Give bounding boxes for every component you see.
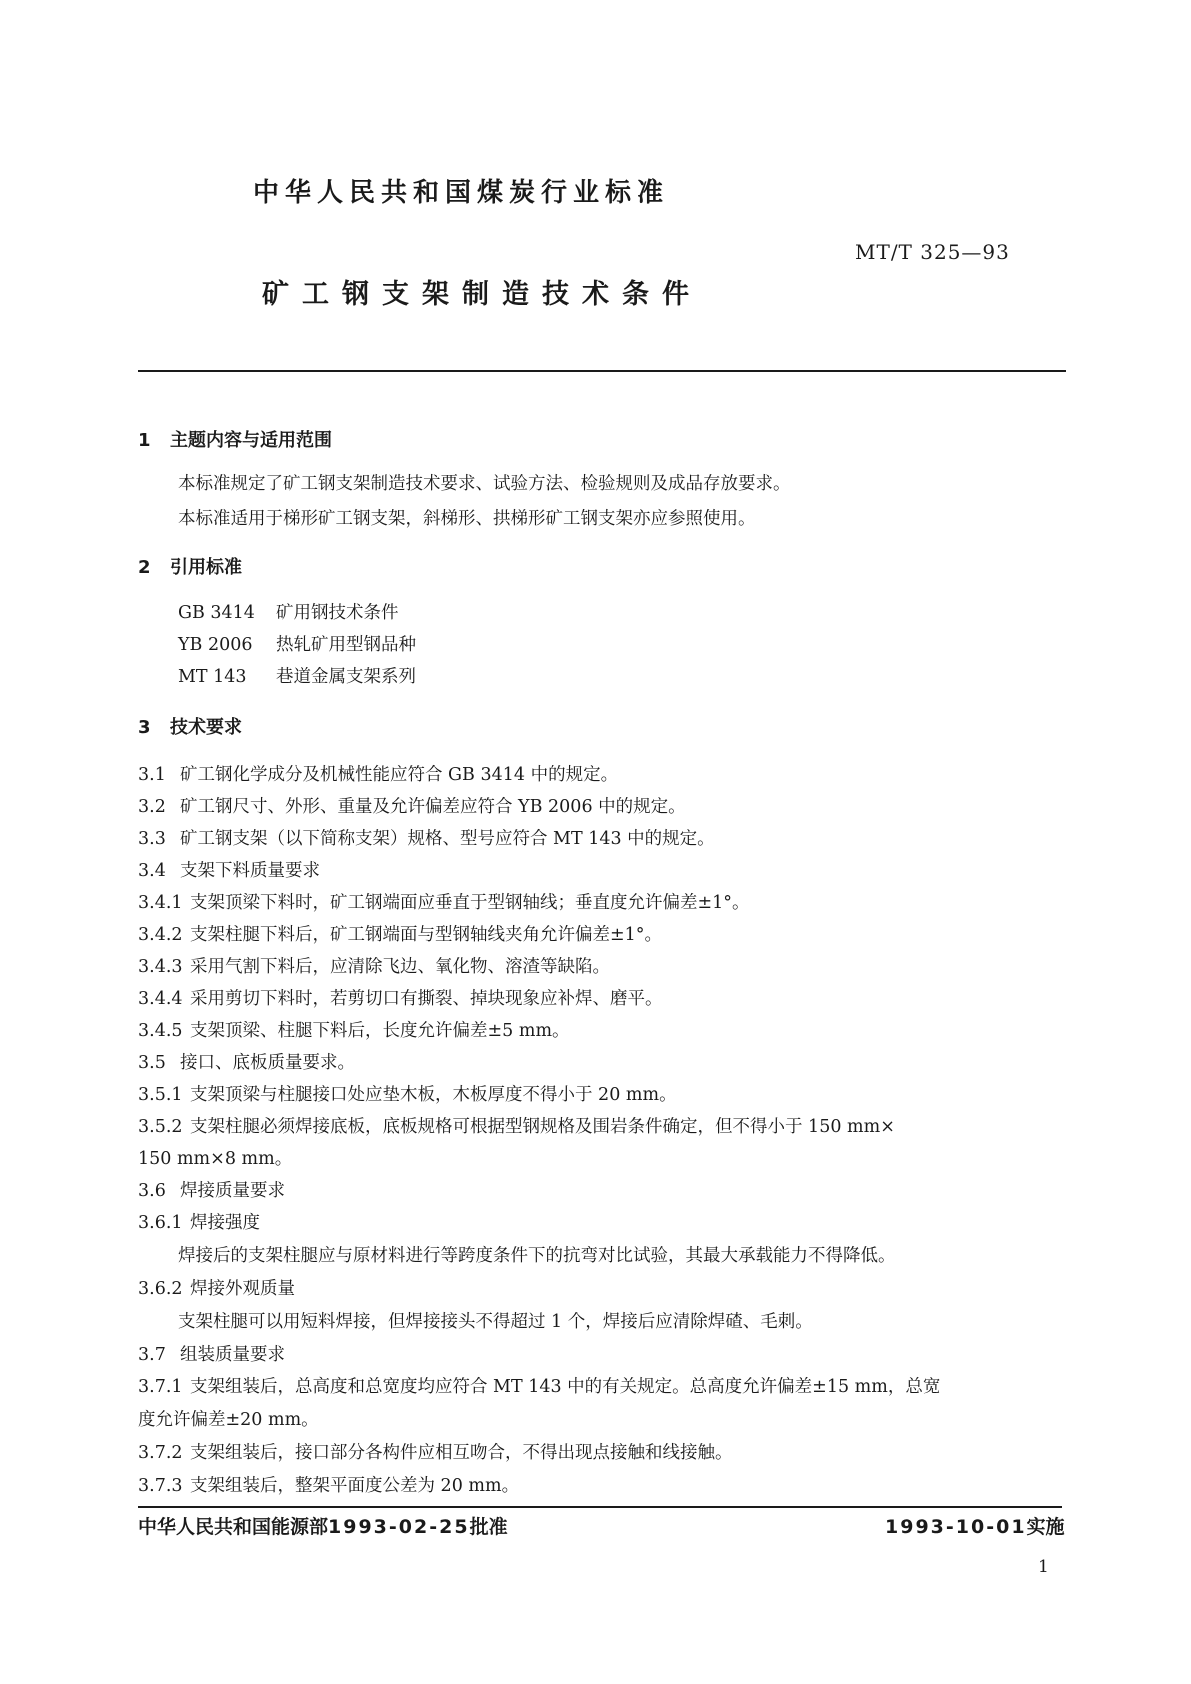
clause-3-6: 3.6 焊接质量要求: [138, 1181, 285, 1201]
clause-3-3: 3.3 矿工钢支架（以下简称支架）规格、型号应符合 MT 143 中的规定。: [138, 829, 715, 849]
reference-name: 矿用钢技术条件: [276, 603, 399, 623]
clause-3-6-2: 3.6.2 焊接外观质量: [138, 1279, 295, 1299]
header-divider: [138, 370, 1066, 372]
clause-3-4-5: 3.4.5 支架顶梁、柱腿下料后，长度允许偏差±5 mm。: [138, 1021, 570, 1041]
clause-3-5-1: 3.5.1 支架顶梁与柱腿接口处应垫木板，木板厚度不得小于 20 mm。: [138, 1085, 677, 1105]
reference-code: YB 2006: [178, 635, 253, 655]
clause-3-2: 3.2 矿工钢尺寸、外形、重量及允许偏差应符合 YB 2006 中的规定。: [138, 797, 686, 817]
standard-type-header: 中华人民共和国煤炭行业标准: [253, 178, 670, 208]
effective-date: 1993-10-01: [885, 1516, 1027, 1538]
standard-code: MT/T 325—93: [855, 240, 1010, 264]
footer-divider: [138, 1506, 1062, 1508]
clause-3-4-2: 3.4.2 支架柱腿下料后，矿工钢端面与型钢轴线夹角允许偏差±1°。: [138, 925, 663, 945]
reference-name: 巷道金属支架系列: [276, 667, 416, 687]
section-1-paragraph-1: 本标准规定了矿工钢支架制造技术要求、试验方法、检验规则及成品存放要求。: [178, 474, 791, 494]
effective-line: [885, 1512, 1065, 1539]
approve-date: 1993-02-25: [328, 1516, 470, 1538]
clause-3-4: 3.4 支架下料质量要求: [138, 861, 320, 881]
clause-3-1: 3.1 矿工钢化学成分及机械性能应符合 GB 3414 中的规定。: [138, 765, 619, 785]
page-number: 1: [1038, 1557, 1049, 1577]
section-3-heading: 3 技术要求: [138, 717, 242, 738]
clause-3-7: 3.7 组装质量要求: [138, 1345, 285, 1365]
effective-label: 实施: [1026, 1516, 1065, 1538]
document-title: 矿工钢支架制造技术条件: [262, 279, 702, 310]
clause-3-7-2: 3.7.2 支架组装后，接口部分各构件应相互吻合，不得出现点接触和线接触。: [138, 1443, 733, 1463]
reference-row: [178, 631, 416, 656]
clause-3-4-3: 3.4.3 采用气割下料后，应清除飞边、氧化物、溶渣等缺陷。: [138, 957, 610, 977]
section-1-paragraph-2: 本标准适用于梯形矿工钢支架，斜梯形、拱梯形矿工钢支架亦应参照使用。: [178, 509, 756, 529]
reference-code: MT 143: [178, 667, 247, 687]
reference-row: [178, 599, 399, 624]
approve-label: 批准: [469, 1516, 508, 1538]
clause-3-5-2-continuation: 150 mm×8 mm。: [138, 1149, 293, 1169]
issuer: 中华人民共和国能源部: [138, 1516, 329, 1538]
clause-3-7-1: 3.7.1 支架组装后，总高度和总宽度均应符合 MT 143 中的有关规定。总高度允许偏差±15 mm，总宽: [138, 1377, 941, 1397]
clause-3-7-1-continuation: 度允许偏差±20 mm。: [138, 1410, 319, 1430]
clause-3-6-2-body: 支架柱腿可以用短料焊接，但焊接接头不得超过 1 个，焊接后应清除焊碴、毛刺。: [178, 1312, 813, 1332]
clause-3-4-4: 3.4.4 采用剪切下料时，若剪切口有撕裂、掉块现象应补焊、磨平。: [138, 989, 663, 1009]
clause-3-7-3: 3.7.3 支架组装后，整架平面度公差为 20 mm。: [138, 1476, 520, 1496]
reference-row: [178, 663, 416, 688]
clause-3-6-1-body: 焊接后的支架柱腿应与原材料进行等跨度条件下的抗弯对比试验，其最大承载能力不得降低。: [178, 1246, 896, 1266]
section-1-heading: 1 主题内容与适用范围: [138, 430, 332, 451]
clause-3-5-2: 3.5.2 支架柱腿必须焊接底板，底板规格可根据型钢规格及围岩条件确定，但不得小于 150 mm×: [138, 1117, 895, 1137]
approval-line: [138, 1512, 508, 1539]
section-2-heading: 2 引用标准: [138, 557, 242, 578]
reference-code: GB 3414: [178, 603, 255, 623]
clause-3-6-1: 3.6.1 焊接强度: [138, 1213, 260, 1233]
clause-3-5: 3.5 接口、底板质量要求。: [138, 1053, 355, 1073]
reference-name: 热轧矿用型钢品种: [276, 635, 416, 655]
clause-3-4-1: 3.4.1 支架顶梁下料时，矿工钢端面应垂直于型钢轴线；垂直度允许偏差±1°。: [138, 893, 750, 913]
